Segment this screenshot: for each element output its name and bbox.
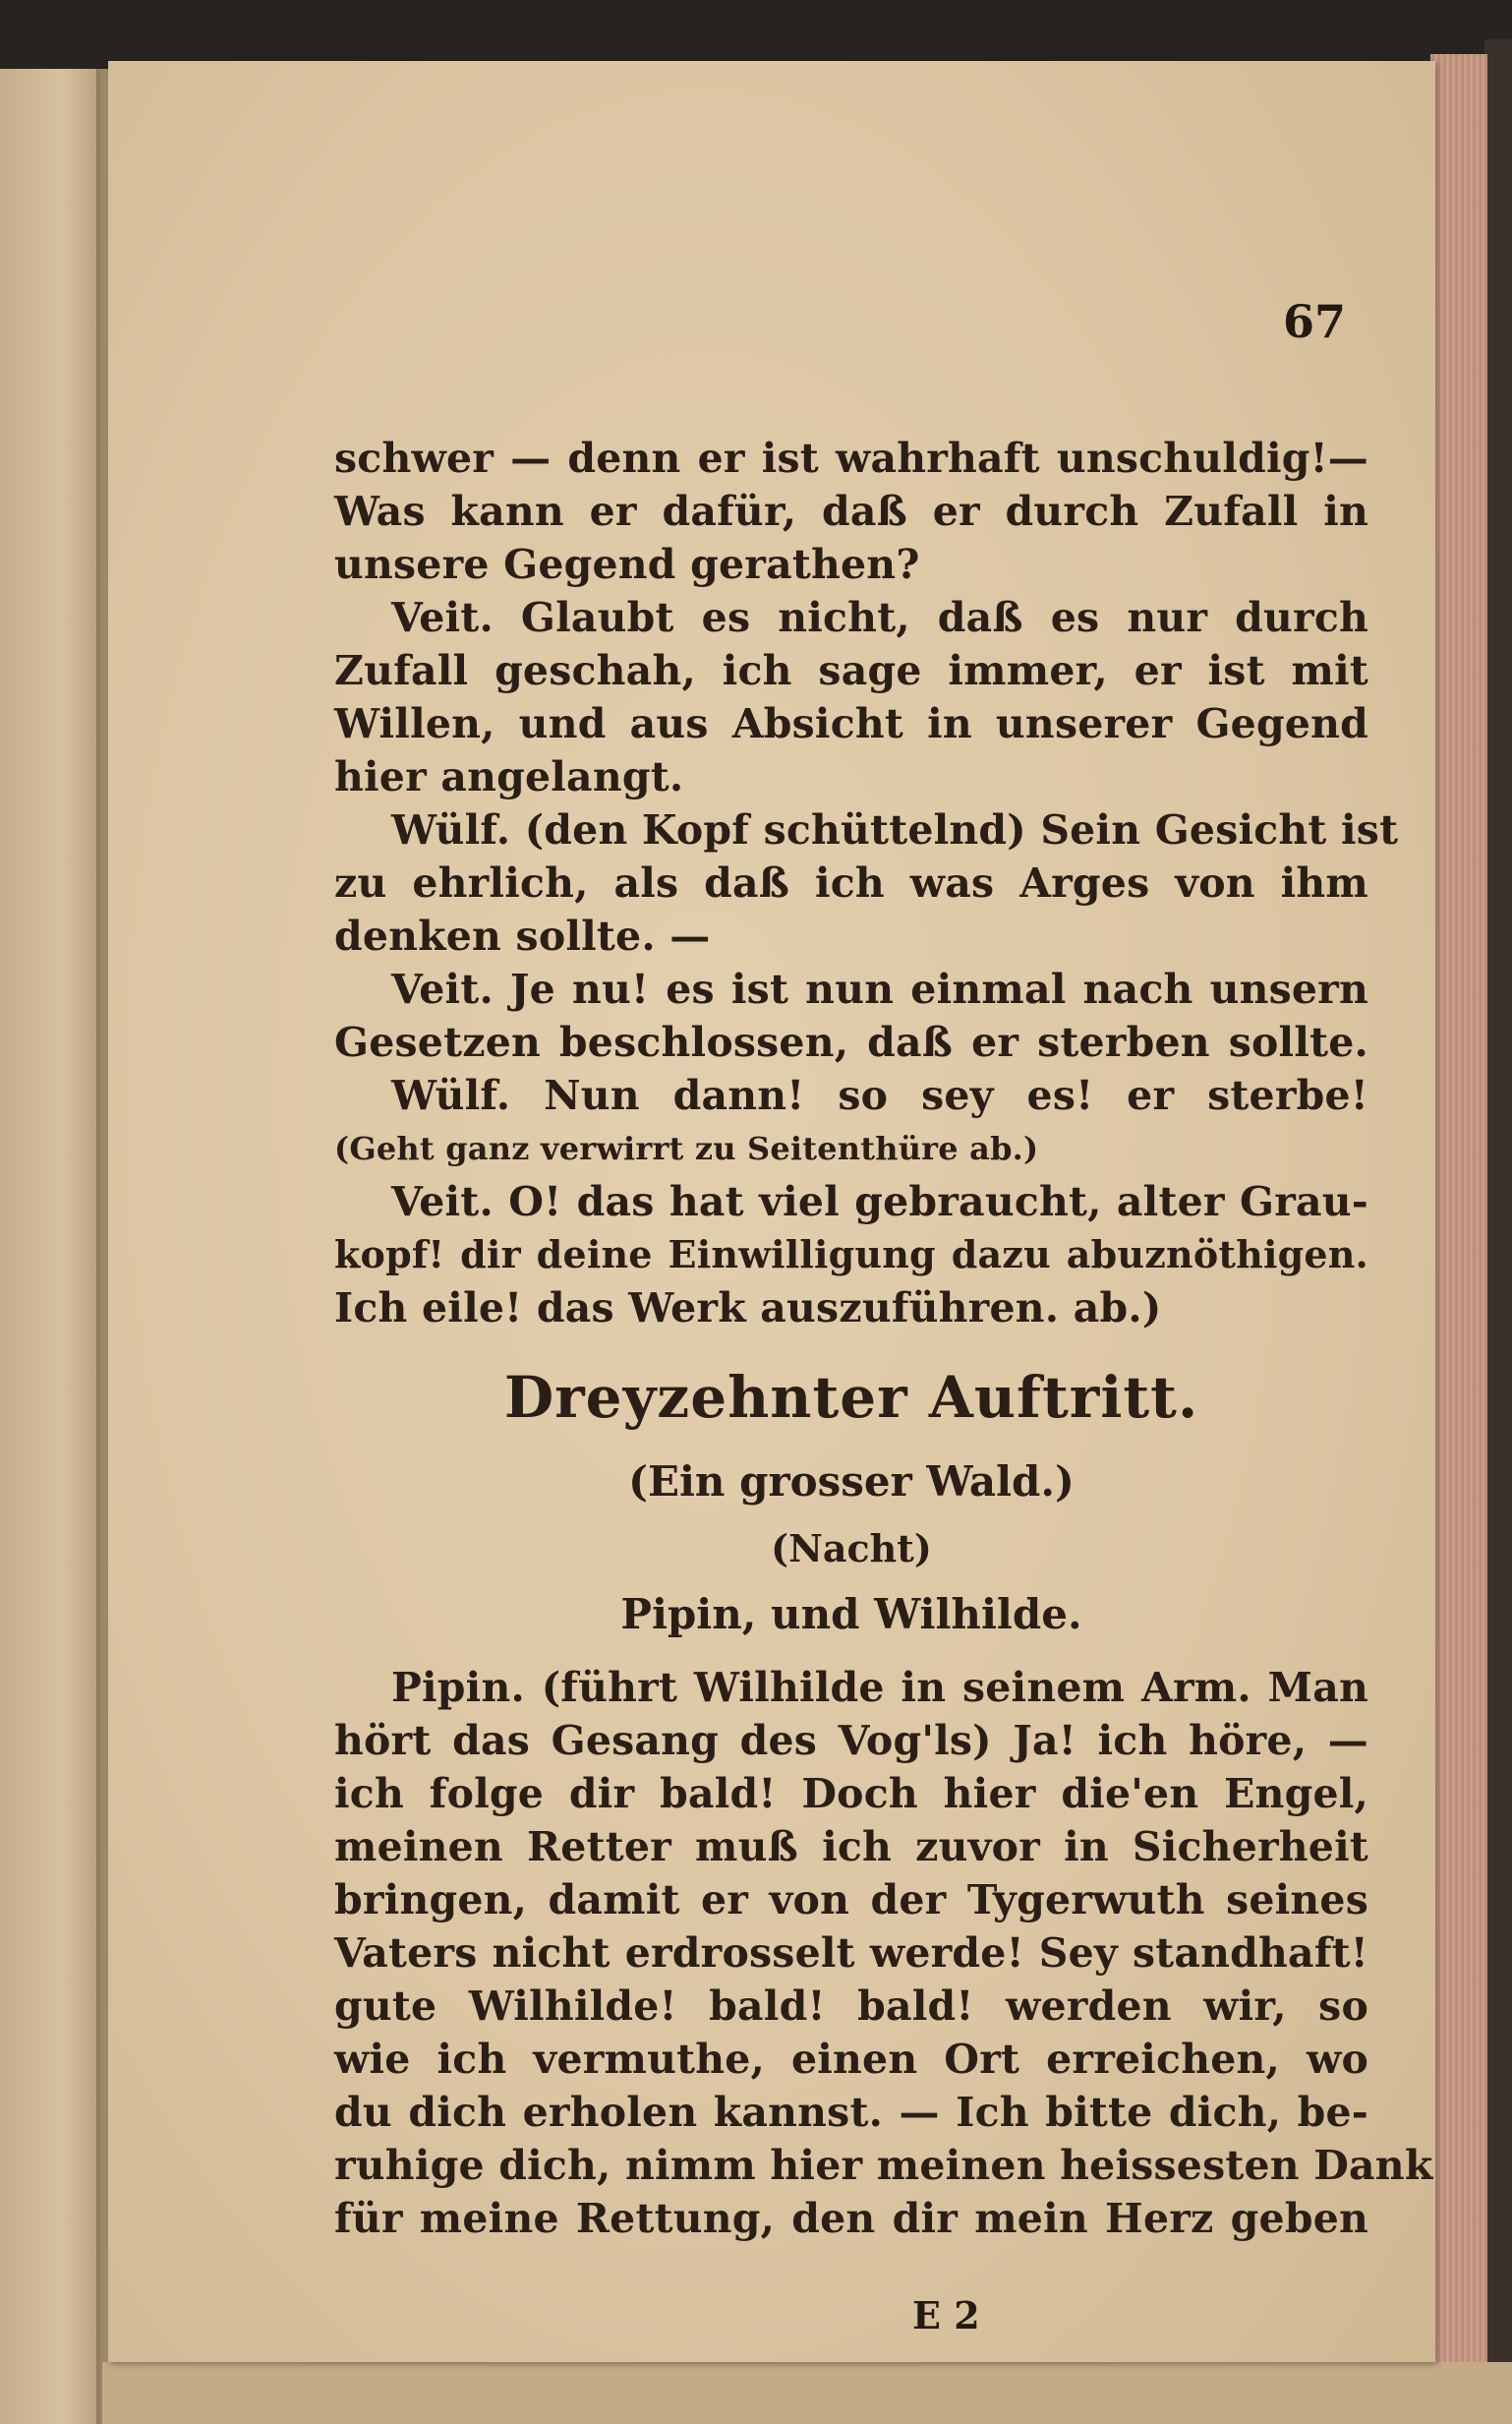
text-line: denken sollte. — (334, 913, 711, 960)
speech-line: Pipin. (führt Wilhilde in seinem Arm. Man (391, 1664, 1368, 1711)
page-number: 67 (1283, 295, 1347, 348)
text-line: hier angelangt. (334, 753, 684, 800)
text-line: ruhige dich, nimm hier meinen heissesten Dank (334, 2142, 1433, 2189)
scene-setting: (Ein grosser Wald.) (628, 1457, 1075, 1506)
scene-characters: Pipin, und Wilhilde. (620, 1590, 1082, 1638)
text-line: bringen, damit er von der Tygerwuth seines (334, 1876, 1368, 1923)
cover-edge (1484, 39, 1512, 2424)
text-line: schwer — denn er ist wahrhaft unschuldig!— (334, 435, 1368, 482)
text-line: Gesetzen beschlossen, daß er sterben sollte. (334, 1019, 1368, 1066)
text-line: du dich erholen kannst. — Ich bitte dich, be- (334, 2089, 1368, 2136)
text-line: hört das Gesang des Vog'ls) Ja! ich höre, — (334, 1717, 1368, 1764)
signature-mark: E 2 (912, 2293, 980, 2337)
speech-line: Wülf. (den Kopf schüttelnd) Sein Gesicht ist (391, 806, 1399, 854)
text-line: meinen Retter muß ich zuvor in Sicherheit (334, 1823, 1368, 1870)
printed-page (108, 61, 1435, 2362)
stage-direction: (Geht ganz verwirrt zu Seitenthüre ab.) (334, 1130, 1039, 1167)
lower-margin (102, 2362, 1512, 2424)
text-line: ich folge dir bald! Doch hier die'en Engel, (334, 1770, 1368, 1817)
text-line: Willen, und aus Absicht in unserer Gegend (334, 700, 1368, 747)
speech-line: Veit. O! das hat viel gebraucht, alter Grau- (391, 1178, 1368, 1225)
scene-time: (Nacht) (771, 1526, 932, 1570)
speech-line: Wülf. Nun dann! so sey es! er sterbe! (391, 1072, 1368, 1119)
text-line: Ich eile! das Werk auszuführen. ab.) (334, 1284, 1162, 1331)
text-line: Vaters nicht erdrosselt werde! Sey standhaft! (334, 1929, 1368, 1977)
speech-line: Veit. Glaubt es nicht, daß es nur durch (391, 594, 1368, 641)
scene-title: Dreyzehnter Auftritt. (503, 1364, 1199, 1431)
speech-line: Veit. Je nu! es ist nun einmal nach unsern (391, 966, 1368, 1013)
text-line: kopf! dir deine Einwilligung dazu abuznöthigen. (334, 1232, 1368, 1276)
left-page-edge (0, 69, 102, 2424)
text-line: für meine Rettung, den dir mein Herz geben (334, 2195, 1368, 2242)
text-line: Zufall geschah, ich sage immer, er ist mit (334, 647, 1368, 694)
text-line: gute Wilhilde! bald! bald! werden wir, so (334, 1982, 1368, 2030)
scanner-background (0, 0, 1512, 69)
text-line: zu ehrlich, als daß ich was Arges von ihm (334, 859, 1368, 907)
page-edge-stack (1430, 54, 1487, 2365)
text-line: unsere Gegend gerathen? (334, 541, 920, 588)
text-line: Was kann er dafür, daß er durch Zufall in (334, 488, 1368, 535)
text-line: wie ich vermuthe, einen Ort erreichen, wo (334, 2036, 1368, 2083)
